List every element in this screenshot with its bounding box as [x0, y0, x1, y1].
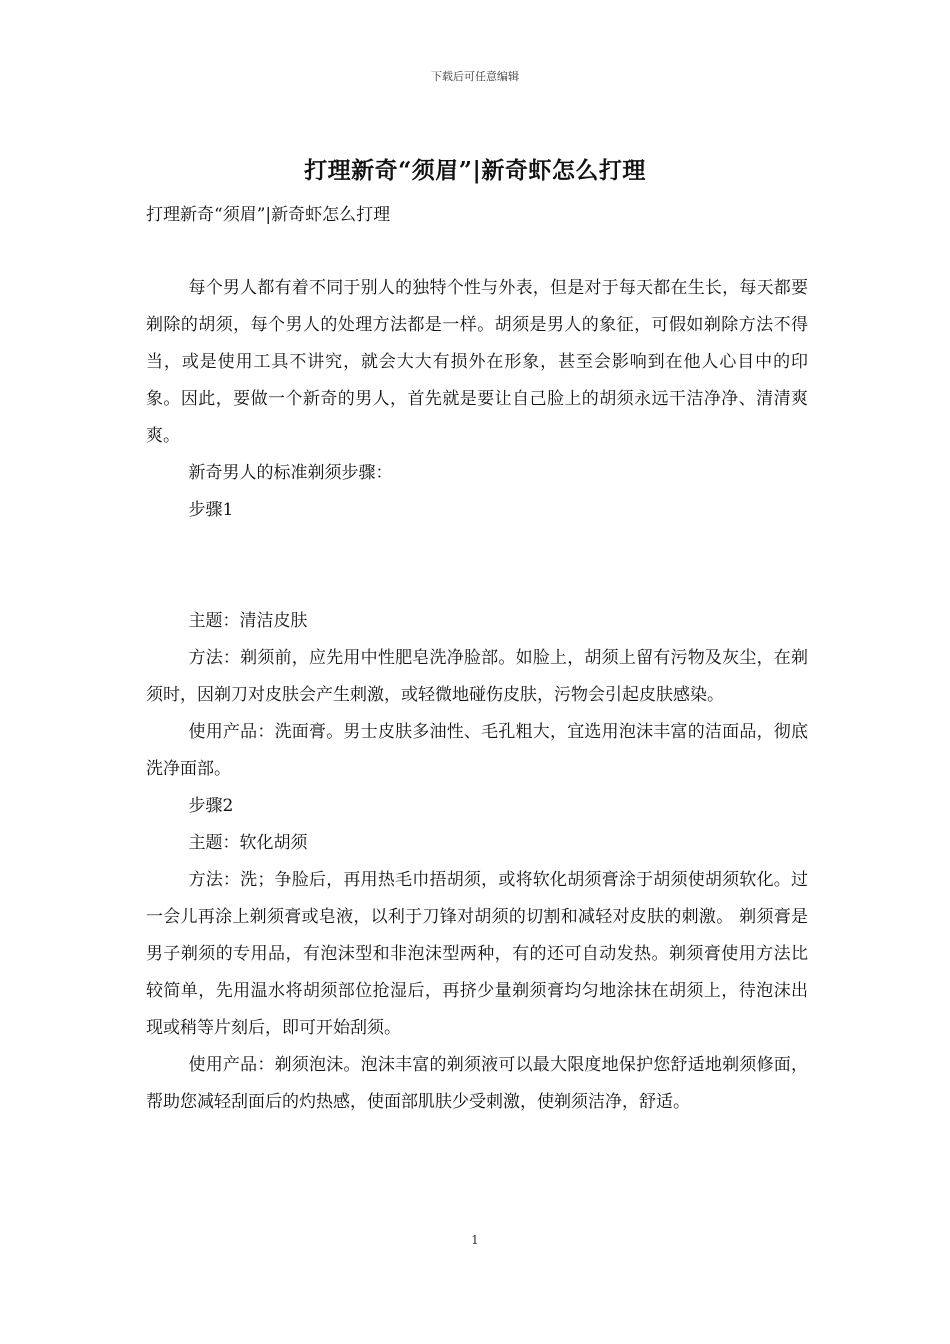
spacer [146, 529, 808, 603]
step2-product: 使用产品：剃须泡沫。泡沫丰富的剃须液可以最大限度地保护您舒适地剃须修面，帮助您减轻刮面后的灼热感，使面部肌肤少受刺激，使剃须洁净，舒适。 [146, 1055, 808, 1112]
step1-theme: 主题：清洁皮肤 [188, 611, 308, 631]
step2-label: 步骤2 [188, 796, 234, 816]
intro-paragraph: 每个男人都有着不同于别人的独特个性与外表，但是对于每天都在生长，每天都要剃除的胡须，每个男人的处理方法都是一样。胡须是男人的象征，可假如剃除方法不得当，或是使用工具不讲究，就会大大有损外在形象，甚至会影响到在他人心目中的印象。因此，要做一个新奇的男人，首先就是要让自己脸上的胡须永远干洁净净、清清爽爽。 [146, 278, 808, 446]
step1-product: 使用产品：洗面膏。男士皮肤多油性、毛孔粗大，宜选用泡沫丰富的洁面品，彻底洗净面部。 [146, 722, 808, 779]
document-subtitle: 打理新奇“须眉”|新奇虾怎么打理 [146, 205, 391, 225]
document-title: 打理新奇“须眉”|新奇虾怎么打理 [304, 157, 646, 184]
page-header: 下载后可任意编辑 [431, 70, 519, 83]
step2-theme: 主题：软化胡须 [188, 833, 308, 853]
document-body [146, 270, 808, 1121]
step1-method: 方法：剃须前，应先用中性肥皂洗净脸部。如脸上，胡须上留有污物及灰尘，在剃须时，因剃刀对皮肤会产生刺激，或轻微地碰伤皮肤，污物会引起皮肤感染。 [146, 648, 808, 705]
steps-intro: 新奇男人的标准剃须步骤： [188, 463, 393, 483]
step1-label: 步骤1 [188, 500, 234, 520]
page-number: 1 [471, 1233, 479, 1247]
step2-method: 方法：洗；争脸后，再用热毛巾捂胡须，或将软化胡须膏涂于胡须使胡须软化。过一会儿再涂上剃须膏或皂液，以利于刀锋对胡须的切割和减轻对皮肤的刺激。 剃须膏是男子剃须的专用品，有泡沫型和非泡沫型两种，有的还可自动发热。剃须膏使用方法比较简单，先用温水将胡须部位抢湿后，再挤少量剃须膏均匀地涂抹在胡须上，待泡沫出现或稍等片刻后，即可开始刮须。 [146, 870, 808, 1038]
